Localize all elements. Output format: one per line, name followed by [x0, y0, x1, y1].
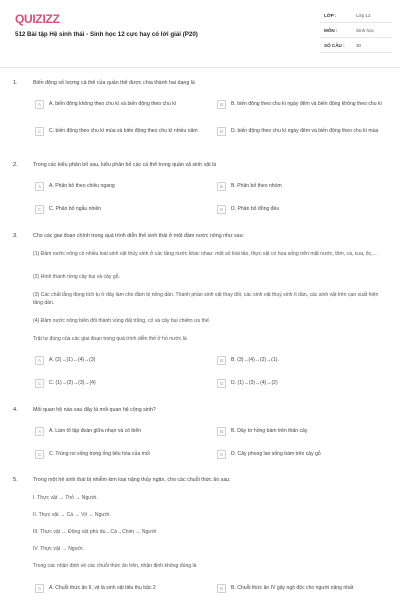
option-letter: B — [217, 356, 226, 365]
option-a[interactable] — [35, 584, 200, 593]
question-number: 3. — [13, 233, 18, 239]
question-number: 4. — [13, 407, 18, 413]
option-letter: C — [35, 205, 44, 214]
option-d[interactable] — [217, 450, 382, 459]
question-number: 2. — [13, 162, 18, 168]
option-a[interactable] — [35, 427, 200, 436]
option-text: C. Phân bố ngẫu nhiên — [49, 206, 102, 213]
option-b[interactable] — [217, 182, 382, 191]
option-letter: A — [35, 100, 44, 109]
question-text: Trong các kiểu phân bố sau, kiểu phân bố các cá thể trong quần xã sinh vật là — [33, 162, 217, 168]
option-text: C. biến động theo chu kì mùa và biến động theo chu kì nhiều năm — [49, 128, 198, 135]
option-text: B. Dây tơ hồng bám trên thân cây — [231, 428, 308, 435]
option-letter: D — [217, 379, 226, 388]
option-d[interactable] — [217, 127, 382, 136]
option-letter: A — [35, 427, 44, 436]
option-b[interactable] — [217, 584, 382, 593]
question-prompt: Trong các nhận định về các chuỗi thức ăn trên, nhận định không đúng là — [33, 563, 197, 569]
option-text: D. biến động theo chu kì ngày đêm và biến động theo chu kì mùa — [231, 128, 379, 135]
option-text: B. Phân bố theo nhóm — [231, 183, 282, 190]
food-chain-3: III. Thực vật → Động vật phù du→Cá→Chim → Người — [33, 529, 157, 535]
question-prompt: Trật tự đúng của các giai đoạn trong quá trình diễn thế ở hồ nước là — [33, 336, 187, 342]
option-text: D. (1)→(3)→(4)→(2) — [231, 380, 278, 387]
meta-value: 30 — [356, 42, 362, 48]
meta-value: Sinh học — [356, 27, 374, 33]
option-text: A. Phân bố theo chiều ngang — [49, 183, 115, 190]
question-text: Mối quan hệ nào sau đây là mối quan hệ cộng sinh? — [33, 407, 156, 413]
meta-row-class — [320, 8, 392, 23]
option-letter: A — [35, 356, 44, 365]
meta-row-count — [320, 38, 392, 53]
page-title: 512 Bài tập Hệ sinh thái - Sinh học 12 cực hay có lời giải (P20) — [15, 31, 198, 38]
option-c[interactable] — [35, 379, 200, 388]
statement-2: (2) Hình thành rừng cây bụi và cây gỗ. — [33, 274, 120, 280]
option-b[interactable] — [217, 356, 382, 365]
option-text: D. Cây phong lan sống bám trên cây gỗ — [231, 451, 321, 458]
question-text: Biến động số lượng cá thể của quần thể được chia thành hai dạng là — [33, 80, 195, 86]
option-text: A. Làm tổ tập đoàn giữa nhạn và cò biển — [49, 428, 142, 435]
option-text: B. (3)→(4)→(2)→(1). — [231, 357, 279, 364]
statement-3: (3) Các chất lắng đọng tích tụ ở đáy làm cho đầm bị nông dần. Thành phần sinh vật thay đổi, các sinh vật thuỷ sinh ít dần, các sinh vật trên cạn xuất hiện tăng dần. — [33, 292, 379, 306]
option-c[interactable] — [35, 127, 200, 136]
meta-row-subject — [320, 23, 392, 38]
option-letter: C — [35, 127, 44, 136]
option-b[interactable] — [217, 100, 382, 109]
option-letter: A — [35, 584, 44, 593]
question-number: 1. — [13, 80, 18, 86]
option-a[interactable] — [35, 182, 200, 191]
meta-key: MÔN : — [324, 27, 338, 33]
statement-4: (4) Đầm nước nông biến đổi thành vùng đất trũng, cỏ và cây bụi chiếm ưu thế. — [33, 318, 211, 324]
option-c[interactable] — [35, 450, 200, 459]
option-text: B. biến động theo chu kì ngày đêm và biến động không theo chu kì — [231, 101, 382, 108]
option-text: A. (2)→(1)→(4)→(3) — [49, 357, 96, 364]
meta-key: SỐ CÂU : — [324, 42, 345, 48]
question-text: Trong một hệ sinh thái bị nhiễm kim loại nặng thủy ngân, cho các chuỗi thức ăn sau: — [33, 477, 231, 483]
meta-value: Lớp 12 — [356, 12, 371, 18]
option-text: D. Phân bố đồng đều — [231, 206, 280, 213]
option-d[interactable] — [217, 379, 382, 388]
statement-1: (1) Đầm nước nông có nhiều loài sinh vật thủy sinh ở các tầng nước khác nhau: một số loài tảo, thực vật có hoa sống trên mặt nước, tôm, cá, cua, ốc,... — [33, 251, 377, 257]
option-letter: C — [35, 379, 44, 388]
option-a[interactable] — [35, 356, 200, 365]
document-header — [0, 0, 400, 68]
option-text: C. (1)→(2)→(3)→(4) — [49, 380, 96, 387]
option-a[interactable] — [35, 100, 200, 109]
question-text: Cho các giai đoạn chính trong quá trình diễn thế sinh thái ở một đầm nước nông như sau: — [33, 233, 245, 239]
option-d[interactable] — [217, 205, 382, 214]
food-chain-2: II. Thực vật → Cá → Vịt → Người. — [33, 512, 111, 518]
option-text: B. Chuỗi thức ăn IV gây ngộ độc cho người nặng nhất — [231, 585, 354, 592]
option-text: A. Chuỗi thức ăn II, vịt là sinh vật tiêu thụ bậc 2 — [49, 585, 156, 592]
option-letter: B — [217, 584, 226, 593]
option-letter: C — [35, 450, 44, 459]
food-chain-1: I. Thực vật → Thỏ → Người. — [33, 495, 98, 501]
option-text: C. Trùng roi sống trong ống tiêu hóa của mối — [49, 451, 150, 458]
option-c[interactable] — [35, 205, 200, 214]
quizizz-logo[interactable]: QUIZIZZ — [15, 12, 60, 26]
option-letter: A — [35, 182, 44, 191]
option-letter: D — [217, 205, 226, 214]
question-number: 5. — [13, 477, 18, 483]
option-letter: D — [217, 450, 226, 459]
option-letter: B — [217, 182, 226, 191]
option-letter: B — [217, 427, 226, 436]
food-chain-4: IV. Thực vật → Người. — [33, 546, 84, 552]
option-letter: D — [217, 127, 226, 136]
meta-table — [320, 8, 392, 53]
option-text: A. biến động không theo chu kì và biến động theo chu kì — [49, 101, 177, 108]
option-b[interactable] — [217, 427, 382, 436]
meta-key: LỚP : — [324, 12, 337, 18]
option-letter: B — [217, 100, 226, 109]
